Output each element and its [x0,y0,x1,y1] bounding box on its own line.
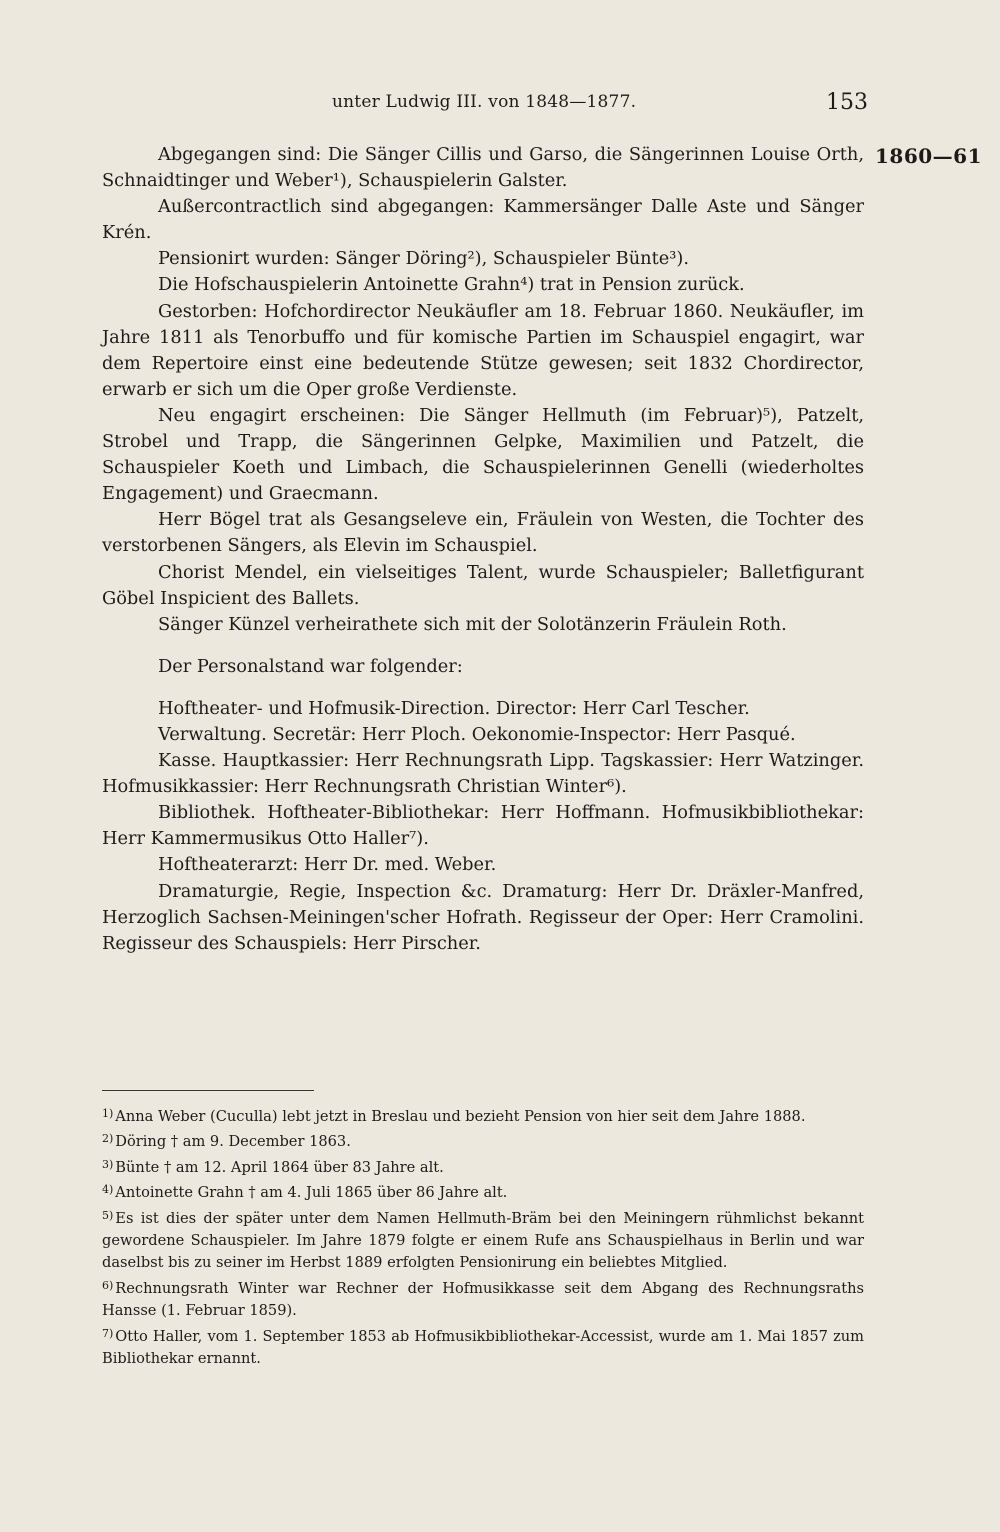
paragraph-eleves: Herr Bögel trat als Gesangseleve ein, Fräulein von Westen, die Tochter des verstorbenen Sängers, als Elevin im Schauspiel. [102,509,864,557]
running-head: unter Ludwig III. von 1848—1877. [332,92,637,112]
footnote-marker: 1) [102,1107,114,1120]
paragraph-direction: Hoftheater- und Hofmusik-Direction. Director: Herr Carl Tescher. [158,697,750,719]
footnote-marker: 7) [102,1326,114,1340]
paragraph-physician: Hoftheaterarzt: Herr Dr. med. Weber. [158,854,497,876]
paragraph-dramaturgy: Dramaturgie, Regie, Inspection &c. Dramaturg: Herr Dr. Dräxler-Manfred, Herzoglich Sachsen-Meiningen'scher Hofrath. Regisseur der Oper: Herr Cramolini. Regisseur des Schauspiels: Herr Pirscher. [102,880,864,954]
footnote-item [102,1103,864,1128]
footnote-text: Döring † am 9. December 1863. [115,1133,351,1151]
paragraph-personnel-intro: Der Personalstand war folgender: [158,655,463,677]
paragraph-retired: Die Hofschauspielerin Antoinette Grahn⁴) trat in Pension zurück. [158,274,745,296]
footnote-item [102,1275,864,1323]
paragraph-chorist: Chorist Mendel, ein vielseitiges Talent, wurde Schauspieler; Balletfigurant Göbel Inspicient des Ballets. [102,561,864,609]
paragraph-marriage: Sänger Künzel verheirathete sich mit der Solotänzerin Fräulein Roth. [158,613,787,635]
footnote-marker: 3) [102,1157,114,1171]
paragraph-pensioned: Pensionirt wurden: Sänger Döring²), Schauspieler Bünte³). [158,248,689,270]
main-text [102,142,864,957]
footnote-marker: 4) [102,1183,114,1197]
footnote-text: Antoinette Grahn † am 4. Juli 1865 über 86 Jahre alt. [115,1184,508,1202]
paragraph-extra-departures: Außercontractlich sind abgegangen: Kammersänger Dalle Aste und Sänger Krén. [102,196,864,244]
paragraph-deceased: Gestorben: Hofchordirector Neukäufler am 18. Februar 1860. Neukäufler, im Jahre 1811 als Tenorbuffo und für komische Partien im Schauspiel engagirt, war dem Repertoire einst eine bedeutende Stütze gewesen; seit 1832 Chordirector, erwarb er sich um die Oper große Verdienste. [102,300,864,400]
paragraph-new-engagements: Neu engagirt erscheinen: Die Sänger Hellmuth (im Februar)⁵), Patzelt, Strobel und Trapp, die Sängerinnen Gelpke, Maximilien und Patzelt, die Schauspieler Koeth und Limbach, die Schauspielerinnen Genelli (wiederholtes Engagement) und Graecmann. [102,404,864,505]
footnote-item [102,1179,864,1204]
paragraph-departures: Abgegangen sind: Die Sänger Cillis und Garso, die Sängerinnen Louise Orth, Schnaidtinger und Weber¹), Schauspielerin Galster. [102,144,864,192]
footnote-marker: 5) [102,1208,114,1222]
margin-year-note: 1860—61 [875,144,982,168]
footnote-divider [102,1090,314,1091]
footnote-marker: 6) [102,1278,114,1292]
footnote-text: Bünte † am 12. April 1864 über 83 Jahre alt. [115,1158,444,1176]
page-number: 153 [826,90,868,115]
footnotes [102,1103,864,1370]
paragraph-library: Bibliothek. Hoftheater-Bibliothekar: Herr Hoffmann. Hofmusikbibliothekar: Herr Kammermusikus Otto Haller⁷). [102,802,864,850]
footnote-item [102,1154,864,1179]
footnote-marker: 2) [102,1132,114,1146]
footnote-text: Rechnungsrath Winter war Rechner der Hofmusikkasse seit dem Abgang des Rechnungsraths Hansse (1. Februar 1859). [102,1279,864,1320]
footnote-item [102,1128,864,1153]
footnote-item [102,1323,864,1371]
paragraph-treasury: Kasse. Hauptkassier: Herr Rechnungsrath Lipp. Tagskassier: Herr Watzinger. Hofmusikkassier: Herr Rechnungsrath Christian Winter⁶). [102,750,864,798]
paragraph-administration: Verwaltung. Secretär: Herr Ploch. Oekonomie-Inspector: Herr Pasqué. [158,723,796,745]
footnote-text: Es ist dies der später unter dem Namen Hellmuth-Bräm bei den Meiningern rühmlichst bekannt gewordene Schauspieler. Im Jahre 1879 folgte er einem Rufe ans Schauspielhaus in Berlin und war daselbst bis zu seiner im Herbst 1889 erfolgten Pensionirung ein beliebtes Mitglied. [102,1209,864,1272]
footnote-text: Anna Weber (Cuculla) lebt jetzt in Breslau und bezieht Pension von hier seit dem Jahre 1888. [115,1108,806,1125]
footnote-text: Otto Haller, vom 1. September 1853 ab Hofmusikbibliothekar-Accessist, wurde am 1. Mai 1857 zum Bibliothekar ernannt. [102,1327,864,1368]
page-header [100,92,870,118]
footnote-item [102,1205,864,1275]
